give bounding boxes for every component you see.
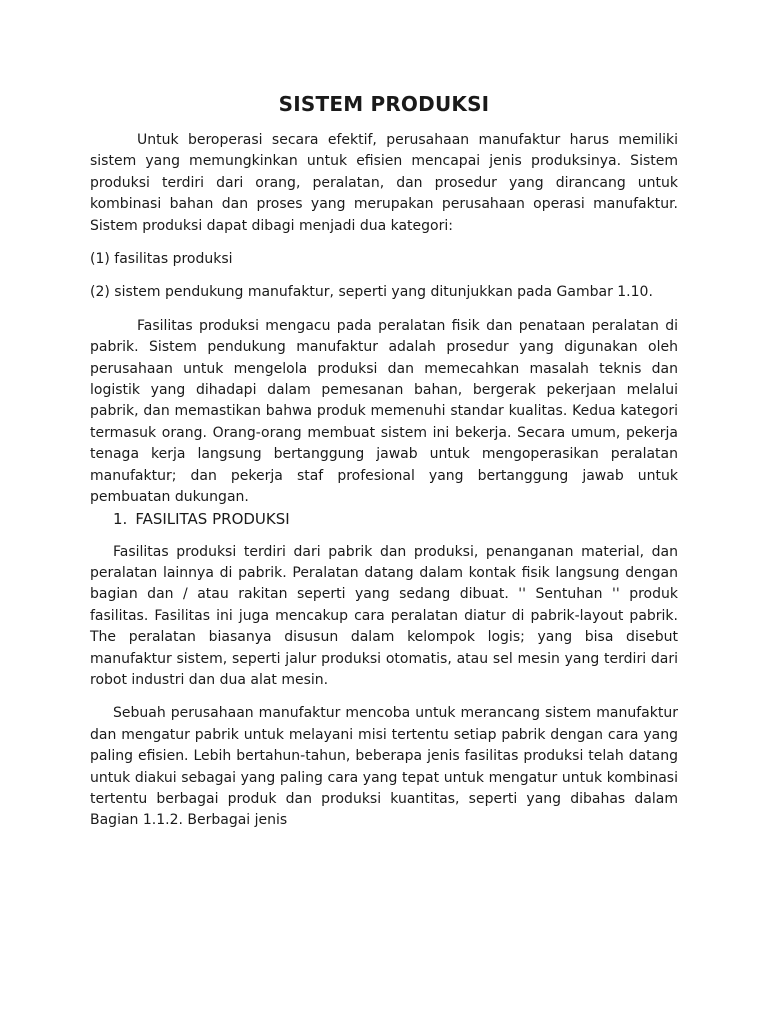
document-title: SISTEM PRODUKSI xyxy=(278,92,490,116)
section-paragraph-1: Fasilitas produksi terdiri dari pabrik dan produksi, penanganan material, dan peralatan lainnya di pabrik. Peralatan datang dalam kontak fisik langsung dengan bagian dan / atau rakitan seperti yang sedang dibuat. '' Sentuhan '' produk fasilitas. Fasilitas ini juga mencakup cara peralatan diatur di pabrik-layout pabrik. The peralatan biasanya disusun dalam kelompok logis; yang bisa disebut manufaktur sistem, seperti jalur produksi otomatis, atau sel mesin yang terdiri dari robot industri dan dua alat mesin. xyxy=(90,543,678,688)
document-page xyxy=(90,92,678,832)
section-title: FASILITAS PRODUKSI xyxy=(135,509,290,528)
section-number: 1. xyxy=(113,509,128,528)
section-heading xyxy=(90,509,678,530)
category-item-1: (1) fasilitas produksi xyxy=(90,251,233,268)
category-item-2: (2) sistem pendukung manufaktur, seperti yang ditunjukkan pada Gambar 1.10. xyxy=(90,284,653,301)
facilities-intro-paragraph: Fasilitas produksi mengacu pada peralatan fisik dan penataan peralatan di pabrik. Sistem pendukung manufaktur adalah prosedur yang digunakan oleh perusahaan untuk mengelola produksi dan memecahkan masalah teknis dan logistik yang dihadapi dalam pemesanan bahan, bergerak pekerjaan melalui pabrik, dan memastikan bahwa produk memenuhi standar kualitas. Kedua kategori termasuk orang. Orang-orang membuat sistem ini bekerja. Secara umum, pekerja tenaga kerja langsung bertanggung jawab untuk mengoperasikan peralatan manufaktur; dan pekerja staf profesional yang bertanggung jawab untuk pembuatan dukungan. xyxy=(90,317,678,506)
section-paragraph-2: Sebuah perusahaan manufaktur mencoba untuk merancang sistem manufaktur dan mengatur pabrik untuk melayani misi tertentu setiap pabrik dengan cara yang paling efisien. Lebih bertahun-tahun, beberapa jenis fasilitas produksi telah datang untuk diakui sebagai yang paling cara yang tepat untuk mengatur untuk kombinasi tertentu berbagai produk dan produksi kuantitas, seperti yang dibahas dalam Bagian 1.1.2. Berbagai jenis xyxy=(90,705,678,829)
intro-paragraph: Untuk beroperasi secara efektif, perusahaan manufaktur harus memiliki sistem yang memungkinkan untuk efisien mencapai jenis produksinya. Sistem produksi terdiri dari orang, peralatan, dan prosedur yang dirancang untuk kombinasi bahan dan proses yang merupakan perusahaan operasi manufaktur. Sistem produksi dapat dibagi menjadi dua kategori: xyxy=(90,132,678,234)
